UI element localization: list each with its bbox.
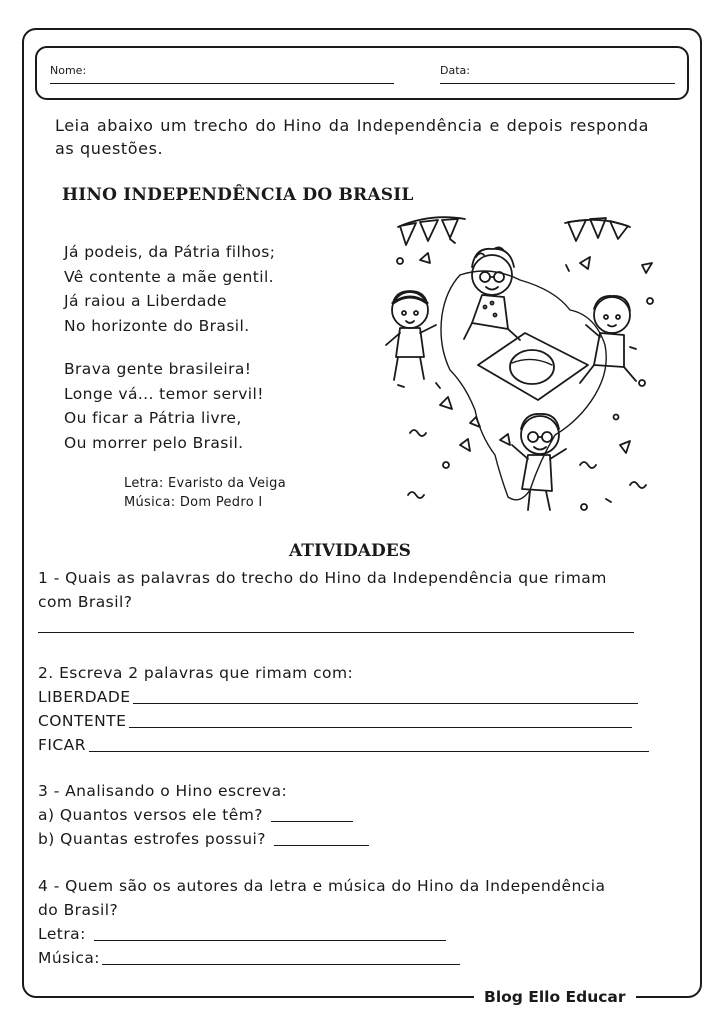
name-label: Nome: [50,64,87,77]
verse: Já raiou a Liberdade [64,292,227,310]
verse: Longe vá... temor servil! [64,384,264,403]
question-2 [38,661,678,757]
hymn-excerpt [64,240,275,455]
question-4-text: 4 - Quem são os autores da letra e música do Hino da Independência [38,877,606,895]
header-box [35,46,689,100]
lyrics-label: Letra: [38,925,86,943]
footer-brand: Blog Ello Educar [474,984,636,1010]
question-3a: a) Quantos versos ele têm? [38,806,263,824]
answer-line-music[interactable] [102,964,460,965]
answer-row [38,946,678,970]
hymn-credits [124,474,286,512]
answer-row [38,614,678,638]
answer-row [38,803,678,827]
answer-line-ficar[interactable] [89,751,649,752]
answer-row [38,733,678,757]
answer-line-q3a[interactable] [271,821,353,822]
question-1-text-cont: com Brasil? [38,593,133,611]
verse: Vê contente a mãe gentil. [64,267,274,286]
activities-title: ATIVIDADES [289,541,411,561]
question-2-text: 2. Escreva 2 palavras que rimam com: [38,664,354,682]
intro-text: Leia abaixo um trecho do Hino da Independência e depois responda as questões. [55,116,649,158]
rhyme-word-contente: CONTENTE [38,712,127,730]
answer-row [38,922,678,946]
question-1-text: 1 - Quais as palavras do trecho do Hino da Independência que rimam [38,569,607,587]
verse: No horizonte do Brasil. [64,316,250,335]
question-4-text-cont: do Brasil? [38,901,119,919]
answer-line-liberdade[interactable] [133,703,638,704]
answer-row [38,827,678,851]
date-field[interactable] [440,83,675,84]
question-3b: b) Quantas estrofes possui? [38,830,266,848]
answer-line-q1[interactable] [38,632,634,633]
rhyme-word-ficar: FICAR [38,736,86,754]
lyrics-credit: Letra: Evaristo da Veiga [124,476,286,491]
verse: Brava gente brasileira! [64,360,252,378]
hymn-title: HINO INDEPENDÊNCIA DO BRASIL [62,185,414,205]
stanza-1 [64,240,275,338]
answer-row [38,685,678,709]
verse: Ou morrer pelo Brasil. [64,433,244,452]
answer-line-contente[interactable] [129,727,632,728]
rhyme-word-liberdade: LIBERDADE [38,688,131,706]
answer-row [38,709,678,733]
answer-line-lyrics[interactable] [94,940,446,941]
answer-line-q3b[interactable] [274,845,369,846]
question-3-text: 3 - Analisando o Hino escreva: [38,782,288,800]
stanza-2 [64,357,275,455]
question-3 [38,779,678,851]
name-field[interactable] [50,83,394,84]
children-flag-illustration [380,205,660,535]
question-1 [38,566,678,638]
verse: Ou ficar a Pátria livre, [64,409,242,427]
question-4 [38,874,678,970]
music-credit: Música: Dom Pedro I [124,495,263,510]
music-label: Música: [38,949,100,967]
date-label: Data: [440,64,470,77]
verse: Já podeis, da Pátria filhos; [64,243,276,261]
